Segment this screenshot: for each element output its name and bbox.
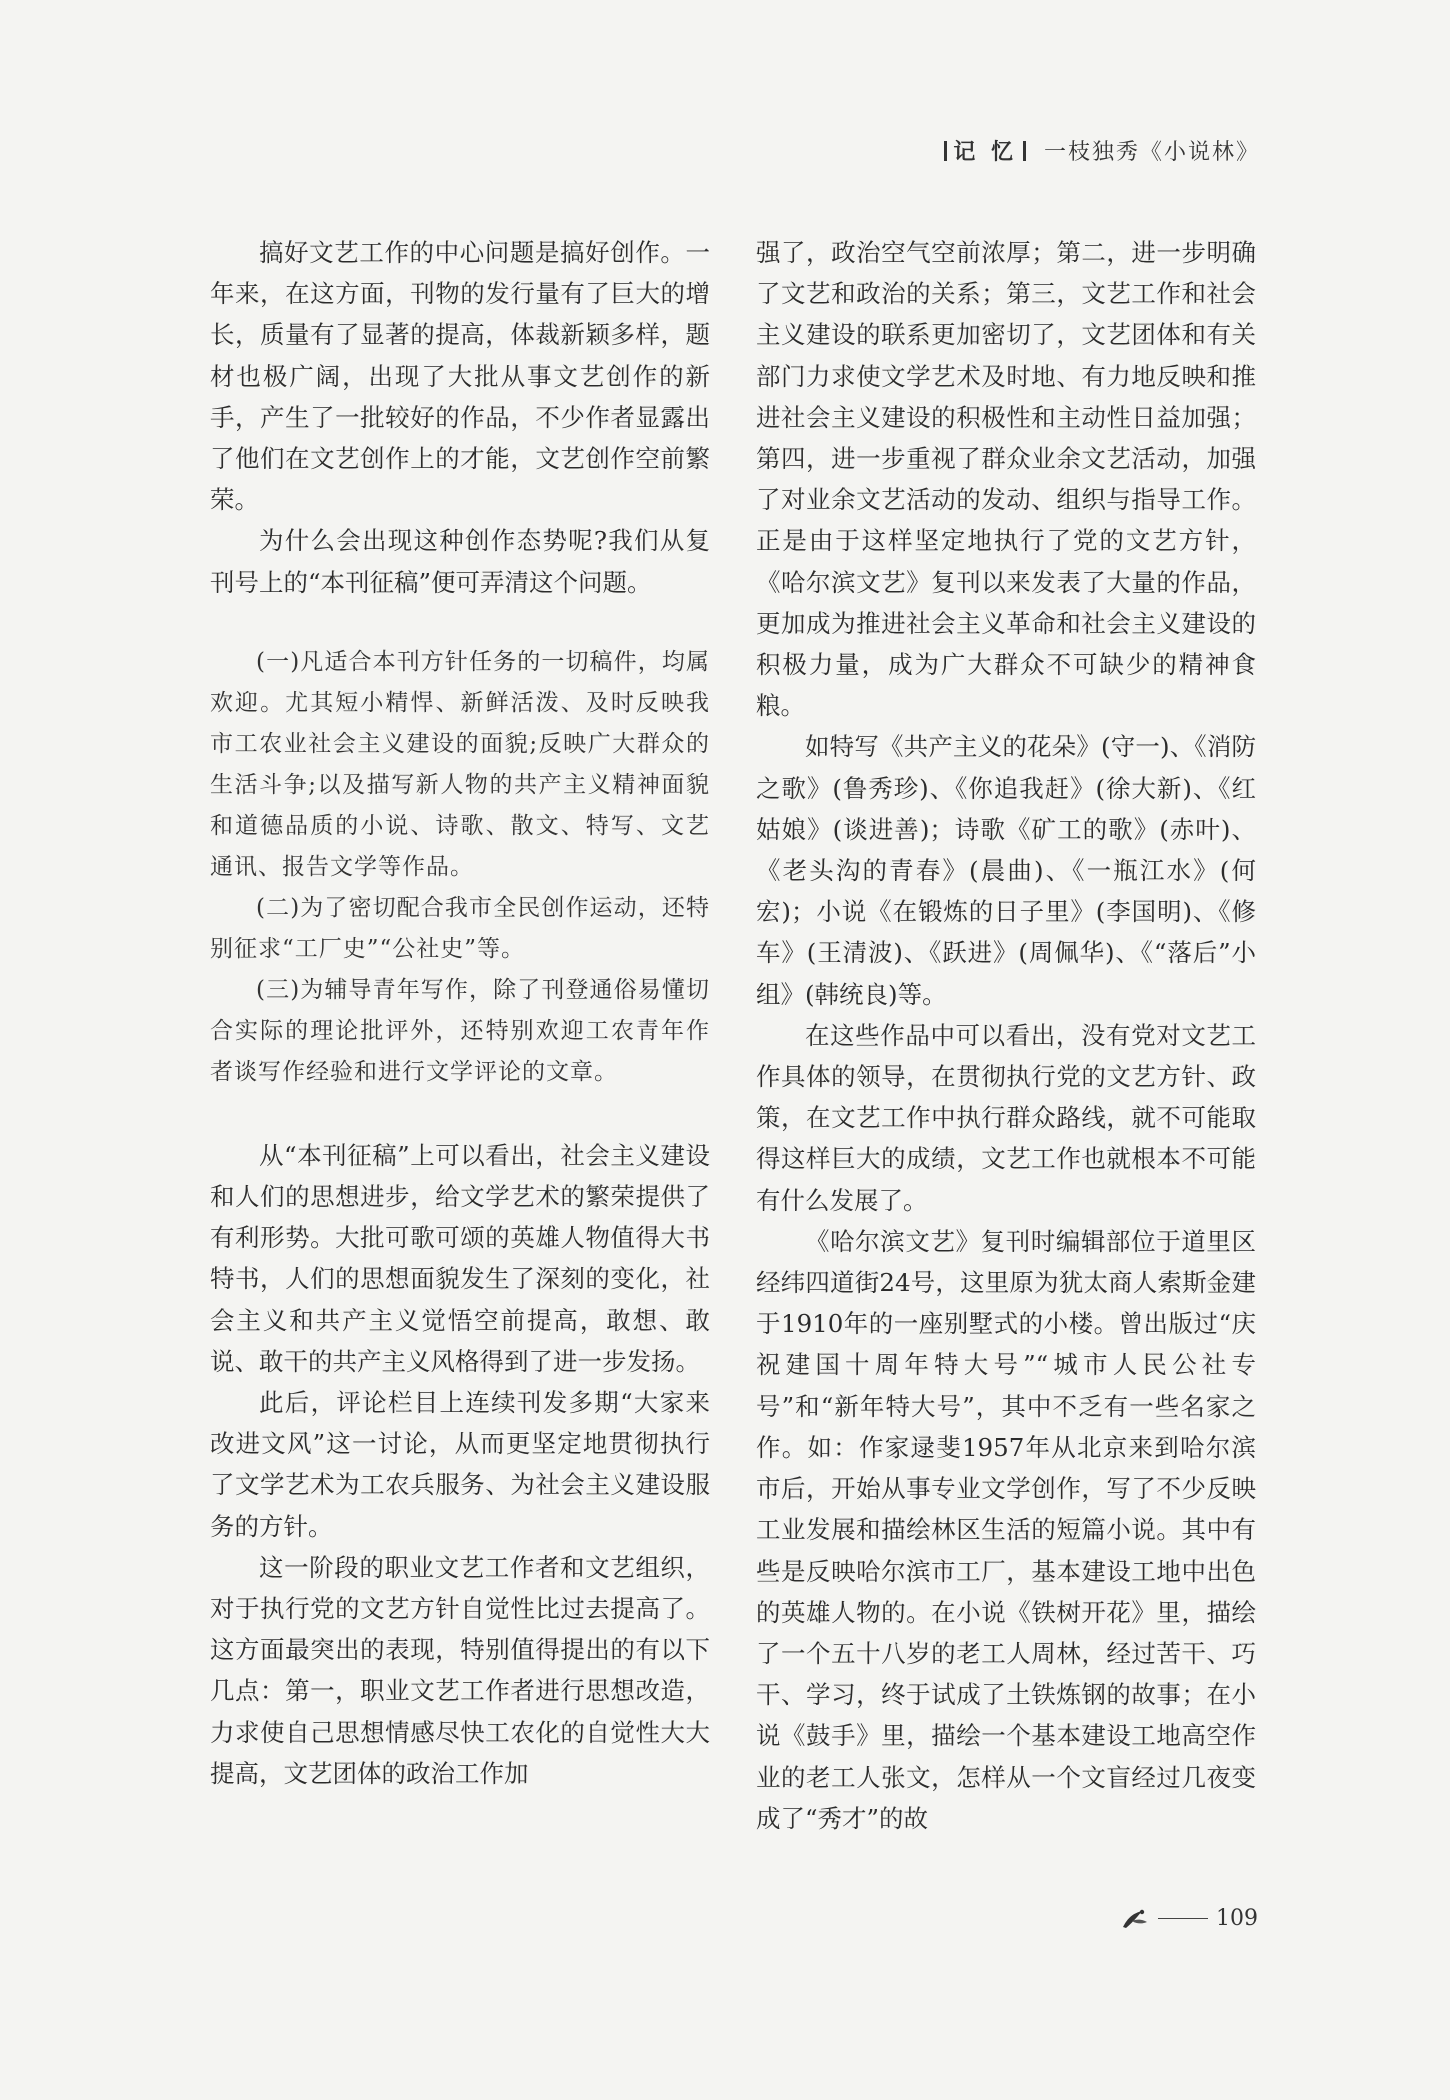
page-footer: [1120, 1906, 1258, 1931]
paragraph: 此后，评论栏目上连续刊发多期“大家来改进文风”这一讨论，从而更坚定地贯彻执行了文学艺术为工农兵服务、为社会主义建设服务的方针。: [210, 1388, 710, 1541]
paragraph: 这一阶段的职业文艺工作者和文艺组织，对于执行党的文艺方针自觉性比过去提高了。这方面最突出的表现，特别值得提出的有以下几点：第一，职业文艺工作者进行思想改造，力求使自己思想情感尽快工农化的自觉性大大提高，文艺团体的政治工作加: [210, 1552, 710, 1788]
quote-item: (三)为辅导青年写作，除了刊登通俗易懂切合实际的理论批评外，还特别欢迎工农青年作者谈写作经验和进行文学评论的文章。: [210, 976, 710, 1085]
right-column: [756, 232, 1256, 1839]
article-title: 一枝独秀《小说林》: [1043, 140, 1260, 165]
page-number: 109: [1216, 1906, 1258, 1931]
header-bar-left: [944, 141, 947, 161]
quote-item: (二)为了密切配合我市全民创作运动，还特别征求“工厂史”“公社史”等。: [210, 894, 710, 962]
header-bar-right: [1023, 141, 1026, 161]
quoted-call-for-papers: [210, 642, 710, 1093]
quote-item: (一)凡适合本刊方针任务的一切稿件，均属欢迎。尤其短小精悍、新鲜活泼、及时反映我市工农业社会主义建设的面貌;反映广大群众的生活斗争;以及描写新人物的共产主义精神面貌和道德品质的小说、诗歌、散文、特写、文艺通讯、报告文学等作品。: [210, 648, 710, 880]
section-label: 记 忆: [953, 139, 1017, 165]
paragraph: 强了，政治空气空前浓厚；第二，进一步明确了文艺和政治的关系；第三，文艺工作和社会主义建设的联系更加密切了，文艺团体和有关部门力求使文学艺术及时地、有力地反映和推进社会主义建设的积极性和主动性日益加强；第四，进一步重视了群众业余文艺活动，加强了对业余文艺活动的发动、组织与指导工作。正是由于这样坚定地执行了党的文艺方针，《哈尔滨文艺》复刊以来发表了大量的作品，更加成为推进社会主义革命和社会主义建设的积极力量，成为广大群众不可缺少的精神食粮。: [756, 238, 1256, 721]
paragraph: 从“本刊征稿”上可以看出，社会主义建设和人们的思想进步，给文学艺术的繁荣提供了有利形势。大批可歌可颂的英雄人物值得大书特书，人们的思想面貌发生了深刻的变化，社会主义和共产主义觉悟空前提高，敢想、敢说、敢干的共产主义风格得到了进一步发扬。: [210, 1140, 710, 1376]
footer-rule: [1158, 1918, 1208, 1919]
paragraph: 搞好文艺工作的中心问题是搞好创作。一年来，在这方面，刊物的发行量有了巨大的增长，质量有了显著的提高，体裁新颖多样，题材也极广阔，出现了大批从事文艺创作的新手，产生了一批较好的作品，不少作者显露出了他们在文艺创作上的才能，文艺创作空前繁荣。: [210, 238, 710, 515]
left-column: [210, 232, 710, 1794]
paragraph: 如特写《共产主义的花朵》(守一)、《消防之歌》(鲁秀珍)、《你追我赶》(徐大新)、《红姑娘》(谈进善)；诗歌《矿工的歌》(赤叶)、《老头沟的青春》(晨曲)、《一瓶江水》(何宏)；小说《在锻炼的日子里》(李国明)、《修车》(王清波)、《跃进》(周佩华)、《“落后”小组》(韩统良)等。: [756, 732, 1256, 1009]
paragraph: 为什么会出现这种创作态势呢?我们从复刊号上的“本刊征稿”便可弄清这个问题。: [210, 526, 710, 597]
flower-ornament-icon: [1120, 1907, 1150, 1931]
paragraph: 《哈尔滨文艺》复刊时编辑部位于道里区经纬四道街24号，这里原为犹太商人索斯金建于1910年的一座别墅式的小楼。曾出版过“庆祝建国十周年特大号”“城市人民公社专号”和“新年特大号”，其中不乏有一些名家之作。如：作家逯斐1957年从北京来到哈尔滨市后，开始从事专业文学创作，写了不少反映工业发展和描绘林区生活的短篇小说。其中有些是反映哈尔滨市工厂，基本建设工地中出色的英雄人物的。在小说《铁树开花》里，描绘了一个五十八岁的老工人周林，经过苦干、巧干、学习，终于试成了土铁炼钢的故事；在小说《鼓手》里，描绘一个基本建设工地高空作业的老工人张文，怎样从一个文盲经过几夜变成了“秀才”的故: [756, 1226, 1256, 1833]
paragraph: 在这些作品中可以看出，没有党对文艺工作具体的领导，在贯彻执行党的文艺方针、政策，在文艺工作中执行群众路线，就不可能取得这样巨大的成绩，文艺工作也就根本不可能有什么发展了。: [756, 1020, 1256, 1215]
running-header: [944, 135, 1260, 166]
